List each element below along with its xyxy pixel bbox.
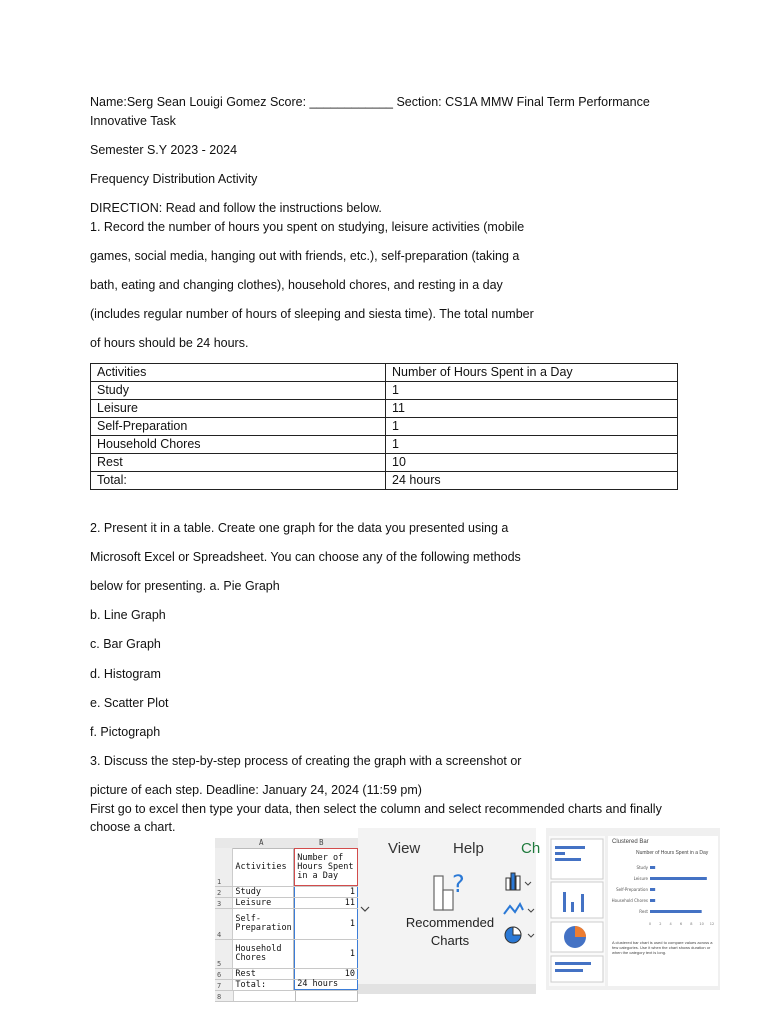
table-cell: 1: [386, 436, 678, 454]
bar-category-label: Rest: [639, 909, 648, 914]
table-row: [91, 454, 678, 472]
bar-category-label: Household Chores: [611, 898, 648, 903]
table-row: [91, 382, 678, 400]
x-tick-label: 4: [669, 922, 672, 926]
tab-help[interactable]: Help: [453, 840, 484, 857]
direction-line: bath, eating and changing clothes), household chores, and resting in a day: [90, 278, 503, 292]
table-row: [91, 436, 678, 454]
table-cell: Self-Preparation: [91, 418, 386, 436]
table-row: [91, 400, 678, 418]
table-header-cell: Number of Hours Spent in a Day: [386, 364, 678, 382]
table-cell: 10: [386, 454, 678, 472]
instruction-line: 2. Present it in a table. Create one graph for the data you presented using a: [90, 521, 509, 535]
header-line-2: Innovative Task: [90, 114, 176, 128]
table-cell: Household Chores: [91, 436, 386, 454]
excel-cell: Total:: [233, 980, 294, 990]
excel-cell: 11: [294, 898, 358, 908]
row-number: 8: [215, 991, 234, 1001]
excel-row: [215, 940, 358, 969]
instruction-line: f. Pictograph: [90, 725, 161, 739]
header-line-1: Name:Serg Sean Louigi Gomez Score: ____________ Section: CS1A MMW Final Term Performance: [90, 95, 650, 109]
line-chart-icon: [504, 904, 534, 914]
thumbnail-bar: [555, 969, 583, 972]
table-header-row: [91, 364, 678, 382]
table-cell: 1: [386, 418, 678, 436]
direction-line: 1. Record the number of hours you spent on studying, leisure activities (mobile: [90, 220, 525, 234]
table-cell: Total:: [91, 472, 386, 490]
chart-dialog-screenshot: [546, 828, 720, 990]
thumbnail-bar: [555, 858, 581, 861]
excel-cell: Study: [233, 887, 294, 897]
excel-row: [215, 980, 358, 991]
instruction-line: picture of each step. Deadline: January 24, 2024 (11:59 pm): [90, 783, 422, 797]
row-number: 5: [215, 940, 233, 968]
instruction-line: Microsoft Excel or Spreadsheet. You can choose any of the following methods: [90, 550, 521, 564]
direction-line: games, social media, hanging out with friends, etc.), self-preparation (taking a: [90, 249, 520, 263]
table-row: [91, 418, 678, 436]
column-b-label: B: [319, 838, 324, 847]
excel-cell: Household Chores: [233, 940, 294, 968]
x-tick-label: 2: [659, 922, 662, 926]
bar-category-label: Self-Preparation: [616, 887, 648, 892]
excel-cell: Self-Preparation: [233, 909, 294, 939]
bar: [650, 899, 655, 902]
ribbon-screenshot: [358, 828, 541, 994]
excel-cell: 1: [294, 887, 358, 897]
table-cell: 24 hours: [386, 472, 678, 490]
x-tick-label: 10: [699, 922, 704, 926]
excel-cell: 1: [294, 909, 358, 939]
excel-cell: [234, 991, 296, 1001]
tab-chart-partial[interactable]: Ch: [521, 840, 541, 857]
svg-text:?: ?: [452, 870, 465, 898]
recommended-charts-button[interactable]: [400, 914, 500, 950]
direction-line: (includes regular number of hours of sleeping and siesta time). The total number: [90, 307, 534, 321]
table-cell: Leisure: [91, 400, 386, 418]
ribbon-bottom-bar: [358, 984, 536, 994]
bar-category-label: Study: [636, 865, 648, 870]
excel-row: [215, 898, 358, 909]
row-number: 3: [215, 898, 233, 908]
chart-preview-panel: [608, 836, 718, 986]
chevron-down-icon: [361, 907, 369, 911]
table-cell: Rest: [91, 454, 386, 472]
excel-cell: 10: [294, 969, 358, 979]
excel-cell: Leisure: [233, 898, 294, 908]
excel-cell: Activities: [233, 848, 294, 886]
ribbon-icons: [358, 828, 536, 994]
row-number: 7: [215, 980, 233, 990]
pie-chart-icon: [505, 927, 534, 943]
thumbnail-column: [571, 902, 574, 912]
excel-row: [215, 991, 358, 1002]
chart-type-title: Clustered Bar: [612, 839, 649, 845]
bar-category-label: Leisure: [633, 876, 648, 881]
activity-title: Frequency Distribution Activity: [90, 172, 258, 186]
semester-line: Semester S.Y 2023 - 2024: [90, 143, 238, 157]
recommended-charts-label: Recommended: [405, 915, 495, 930]
thumbnail-column: [563, 892, 566, 912]
bar-chart-icon: [506, 873, 531, 890]
chart-description: A clustered bar chart is used to compare values across a few categories. Use it when the chart shows duration or when the category text is long.: [612, 940, 713, 955]
excel-cell: Rest: [233, 969, 294, 979]
direction-line: of hours should be 24 hours.: [90, 336, 249, 350]
row-number: 4: [215, 909, 233, 939]
thumbnail-column: [581, 894, 584, 912]
bar: [650, 910, 702, 913]
table-cell: 1: [386, 382, 678, 400]
instruction-line: e. Scatter Plot: [90, 696, 169, 710]
x-tick-label: 0: [648, 922, 652, 926]
bar-chart: [608, 858, 718, 938]
instruction-line: below for presenting. a. Pie Graph: [90, 579, 280, 593]
thumbnail-bar: [555, 846, 585, 849]
table-header-cell: Activities: [91, 364, 386, 382]
excel-row: [215, 848, 358, 887]
instruction-line: d. Histogram: [90, 667, 161, 681]
tab-view[interactable]: View: [388, 840, 421, 857]
table-row: [91, 472, 678, 490]
instruction-line: 3. Discuss the step-by-step process of creating the graph with a screenshot or: [90, 754, 522, 768]
bar: [650, 888, 655, 891]
column-a-label: A: [259, 838, 264, 847]
table-cell: Study: [91, 382, 386, 400]
x-tick-label: 6: [679, 922, 683, 926]
row-number: 1: [215, 848, 233, 886]
thumbnail-column-chart: [551, 882, 603, 918]
excel-cell: [296, 991, 358, 1001]
x-tick-label: 8: [690, 922, 693, 926]
row-number: 6: [215, 969, 233, 979]
process-text: First go to excel then type your data, then select the column and select recommended charts and finally choose a chart.: [90, 802, 662, 834]
bar: [650, 866, 655, 869]
chart-title: Number of Hours Spent in a Day: [636, 850, 709, 856]
activities-table: [90, 363, 678, 490]
thumbnail-list: [549, 836, 605, 986]
table-cell: 11: [386, 400, 678, 418]
excel-row: [215, 909, 358, 940]
direction-heading: DIRECTION: Read and follow the instructions below.: [90, 201, 382, 215]
excel-cell: Number of Hours Spent in a Day: [294, 848, 358, 886]
excel-cell: 1: [294, 940, 358, 968]
x-tick-label: 12: [709, 922, 715, 926]
instruction-line: b. Line Graph: [90, 608, 166, 622]
bar: [650, 877, 707, 880]
excel-cell: 24 hours: [294, 980, 358, 990]
excel-screenshot: [215, 828, 358, 1001]
row-number: 2: [215, 887, 233, 897]
recommended-charts-icon: [434, 870, 465, 910]
thumbnail-bar: [555, 852, 565, 855]
thumbnail-bar: [555, 962, 591, 965]
excel-row: [215, 887, 358, 898]
instruction-line: c. Bar Graph: [90, 637, 161, 651]
recommended-charts-label: Charts: [430, 933, 470, 948]
chart-thumbnails: [549, 836, 605, 986]
